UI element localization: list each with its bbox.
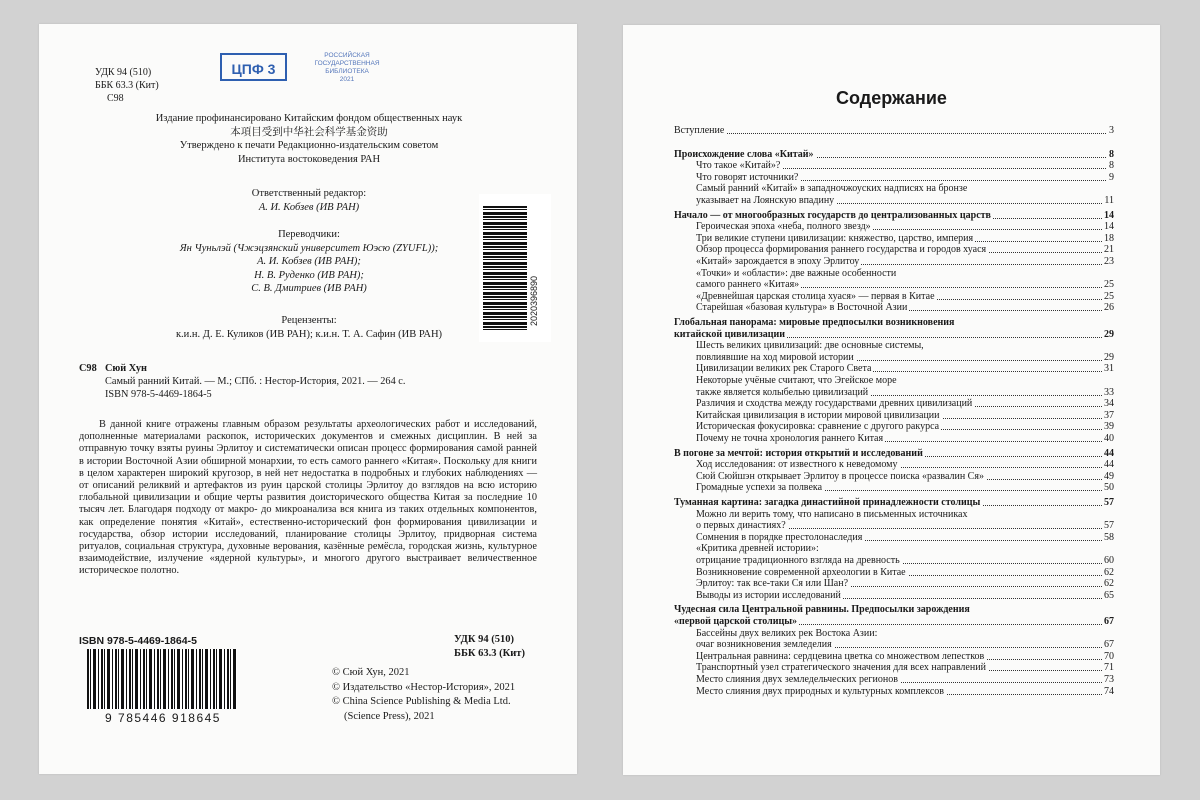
translator-name: Ян Чуньлэй (Чжэцзянский университет Юэсю (ZYUFL)); [179,242,439,254]
toc-entry-text: «первой царской столицы» [674,616,798,627]
toc-entry-page: 62 [1104,566,1114,578]
copyright-line: (Science Press), 2021 [344,710,435,722]
editor-name: А. И. Кобзев (ИВ РАН) [258,201,360,213]
toc-subsection [696,589,1114,602]
toc-entry-page: 14 [1104,209,1114,221]
funding-line-chinese: 本項目受到中华社会科学基金资助 [230,126,388,138]
udk-bold: УДК 94 (510) [454,634,514,645]
toc-subsection: Можно ли верить тому, что написано в письменных источниках [696,508,968,520]
toc-entry-text: «Древнейшая царская столица хуася» — первая в Китае [696,290,935,302]
biblio-book-line: Самый ранний Китай. — М.; СПб. : Нестор-История, 2021. — 264 с. [105,376,406,387]
toc-entry-text: Что такое «Китай»? [696,160,781,172]
toc-entry-page: 58 [1104,531,1114,543]
library-stamp [301,52,393,84]
abstract-paragraph: В данной книге отражены главным образом результаты археологических работ и исследований, дополненные материалами раскопок, исторических документов и смежных дисциплин. В ней за отправную точку взяты руины Эрлитоу и систематически описан процесс формирования самой ранней в истории Восточной Азии обширной монархии, то есть самого раннего «Китая». Поскольку для книги в целом характерен широкий кругозор, в ней нет недостатка в подробных и глубоких наблюдениях — от описаний реликвий и артефактов из руин царской столицы Эрлитоу до взглядов на всю историю глобальной цивилизации и общие черты развития доисторического общества Китая за последние 10 тысяч лет. Благодаря подходу от макро- до микроанализа вся книга из таких отдельных компонентов, как определение понятия «Китай», естественно-исторический фон формирования цивилизации и государства, обзор истории исследований, планирование столицы Эрлитоу, придворная система ритуалов, социальная структура, духовные верования, казённые ремёсла, городская жизнь, культурное взаимодействие, излучение «ядерной культуры», и многого другого выстраивает величественное историческое полотно. [79,419,537,577]
toc-entry-page: 73 [1104,674,1114,685]
bibliographic-entry [79,362,519,401]
toc-entry-text: Туманная картина: загадка династийной принадлежности столицы [674,497,981,508]
toc-entry-page: 39 [1104,421,1114,433]
toc-entry-text: Громадные успехи за полвека [696,482,823,494]
toc-entry-text: Обзор процесса формирования раннего государства и городов хуася [696,244,987,256]
toc-entry-page: 11 [1104,195,1114,206]
toc-entry-page: 34 [1104,398,1114,410]
toc-entry-text: Происхождение слова «Китай» [674,148,814,160]
toc-subsection: «Критика древней истории»: [696,543,819,555]
bbk-line: ББК 63.3 (Кит) [95,80,159,91]
toc-entry-text: Историческая фокусировка: сравнение с другого ракурса [696,421,940,433]
toc-entry-text: Возникновение современной археологии в Китае [696,566,906,578]
udk-line: УДК 94 (510) [95,67,152,78]
toc-entry-page: 49 [1104,470,1114,482]
toc-entry-page: 25 [1104,290,1114,302]
funding-line: Утверждено к печати Редакционно-издательским советом [179,140,439,151]
toc-entry-text: Центральная равнина: сердцевина цветка со множеством лепестков [696,650,985,662]
toc-subsection: «Точки» и «области»: две важные особенности [696,267,897,279]
library-stamp-line: 2021 [339,76,355,83]
reviewers-block [99,314,519,341]
bbk-bold: ББК 63.3 (Кит) [454,648,525,659]
copyright-line: © China Science Publishing & Media Ltd. [332,696,511,707]
toc-entry-text: повлиявшие на ход мировой истории [696,351,854,363]
biblio-author: Сюй Хун [105,363,147,374]
toc-entry-text: Вступление [674,125,725,136]
toc-subsection: Шесть великих цивилизаций: две основные системы, [696,340,924,352]
toc-subsection [696,481,1114,494]
toc-entry-text: очаг возникновения земледелия [696,639,832,651]
toc-entry-page: 29 [1104,328,1114,340]
toc-entry-text: Что говорят источники? [696,171,799,183]
toc-entry-page: 18 [1104,232,1114,244]
toc-chapter: Чудесная сила Центральной равнины. Предпосылки зарождения [674,604,970,616]
toc-subsection [696,685,1114,698]
toc-entry-page: 26 [1104,302,1114,314]
funding-line: Издание профинансировано Китайским фондом общественных наук [155,113,463,124]
toc-title: Содержание [836,88,947,108]
toc-subsection [696,301,1114,314]
barcode-bars [483,206,527,330]
toc-entry-text: Китайская цивилизация в истории мировой цивилизации [696,409,940,421]
toc-subsection: Самый ранний «Китай» в западночжоуских надписях на бронзе [696,183,968,195]
library-stamp-line: БИБЛИОТЕКА [325,68,369,75]
toc-entry-page: 31 [1104,363,1114,375]
toc-entry-page: 70 [1104,650,1114,662]
toc-entry-page: 9 [1109,171,1114,183]
toc-entry-page: 29 [1104,351,1114,363]
editor-heading: Ответственный редактор: [251,188,367,199]
copyright-line: © Издательство «Нестор-История», 2021 [332,681,516,693]
toc-entry-text: о первых династиях? [696,520,786,532]
toc-entry [674,124,1114,137]
library-stamp-line: ГОСУДАРСТВЕННАЯ [314,60,380,67]
toc-entry-page: 71 [1104,662,1114,674]
toc-entry-text: самого раннего «Китая» [696,279,800,291]
toc-leader-dots [674,133,1114,134]
copyright-block [332,666,515,724]
library-stamp-line: РОССИЙСКАЯ [324,52,370,59]
toc-subsection [696,194,1114,207]
toc-entry-page: 44 [1104,447,1114,459]
toc-entry-page: 67 [1104,616,1114,627]
biblio-code: С98 [79,363,97,374]
toc-chapter: Глобальная панорама: мировые предпосылки возникновения [674,317,955,328]
translators-heading: Переводчики: [278,229,340,240]
toc-entry-page: 44 [1104,459,1114,471]
toc-entry-text: указывает на Лоянскую впадину [696,195,835,206]
toc-entry-text: Ход исследования: от известного к неведомому [696,459,898,471]
barcode-number: 2020396890 [529,275,539,326]
translator-name: А. И. Кобзев (ИВ РАН); [257,256,361,267]
toc-subsection: Бассейны двух великих рек Востока Азии: [696,627,878,639]
toc-entry-page: 40 [1104,433,1114,444]
toc-entry-page: 14 [1104,221,1114,233]
cpf-stamp: ЦПФ 3 [220,53,287,81]
toc-entry-text: также является колыбелью цивилизаций [696,386,869,398]
toc-entry-text: Эрлитоу: так все-таки Ся или Шан? [696,578,849,590]
toc-entry-page: 3 [1109,125,1114,136]
isbn-bold: ISBN 978-5-4469-1864-5 [79,635,197,647]
toc-entry-page: 67 [1104,639,1114,651]
toc-entry-text: Место слияния двух природных и культурных комплексов [696,685,944,697]
toc-entry-page: 65 [1104,589,1114,601]
toc-entry-text: Сомнения в порядке престолонаследия [696,531,863,543]
left-page [39,24,577,774]
biblio-isbn: ISBN 978-5-4469-1864-5 [105,389,212,400]
toc-subsection: Некоторые учёные считают, что Эгейское море [696,375,897,386]
toc-entry-text: «Китай» зарождается в эпоху Эрлитоу [696,256,860,267]
ean-barcode [79,649,247,731]
udk-block [95,66,159,105]
toc-entry-page: 60 [1104,555,1114,566]
author-mark: С98 [107,93,124,104]
toc-entry-page: 62 [1104,578,1114,590]
toc-entry-text: китайской цивилизации [674,328,786,340]
toc-entry-page: 33 [1104,386,1114,398]
toc-entry-text: Выводы из истории исследований [696,589,841,601]
toc-entry-page: 8 [1109,160,1114,172]
toc-entry-page: 74 [1104,685,1114,697]
toc-entry-page: 21 [1104,244,1114,256]
udk-bold-block [454,633,525,661]
toc-entry-page: 37 [1104,409,1114,421]
toc-entry-text: Цивилизации великих рек Старого Света [696,363,872,375]
reviewers-names: к.и.н. Д. Е. Куликов (ИВ РАН); к.и.н. Т. А. Сафин (ИВ РАН) [175,328,443,340]
translator-name: Н. В. Руденко (ИВ РАН); [254,269,364,281]
toc-entry-page: 25 [1104,279,1114,291]
toc-entry-text: Героическая эпоха «неба, полного звезд» [696,221,871,233]
toc-entry-text: Старейшая «базовая культура» в Восточной Азии [696,302,908,314]
translators-block [99,228,519,296]
funding-block [99,112,519,166]
toc-entry-page: 57 [1104,520,1114,532]
toc-entry-text: Различия и сходства между государствами древних цивилизаций [696,398,973,410]
right-page [623,25,1160,775]
toc-entry-page: 50 [1104,482,1114,494]
toc-entry-text: Почему не точна хронология раннего Китая [696,433,884,444]
toc-subsection [696,432,1114,445]
ean-bars [87,649,237,709]
toc-entry-text: Три великие ступени цивилизации: княжество, царство, империя [696,232,974,244]
toc-entry-page: 23 [1104,256,1114,267]
reviewers-heading: Рецензенты: [281,315,337,326]
toc-entry-text: Транспортный узел стратегического значения для всех направлений [696,662,986,674]
toc-entry-text: Сюй Сюйшэн открывает Эрлитоу в процессе поиска «развалин Ся» [696,470,984,482]
toc-entry-page: 57 [1104,497,1114,508]
toc-entry-text: Начало — от многообразных государств до централизованных царств [674,209,991,221]
editor-block [99,187,519,214]
library-barcode [479,194,551,342]
ean-digits: 9 785446 918645 [105,711,221,725]
translator-name: С. В. Дмитриев (ИВ РАН) [251,283,367,294]
toc-entry-page: 8 [1109,148,1114,160]
toc-entry-text: В погоне за мечтой: история открытий и исследований [674,447,923,459]
toc-entry-text: Место слияния двух земледельческих регионов [696,674,898,685]
funding-line: Института востоковедения РАН [237,153,381,165]
toc-entry-text: отрицание традиционного взгляда на древность [696,555,900,566]
copyright-line: © Сюй Хун, 2021 [332,667,410,678]
